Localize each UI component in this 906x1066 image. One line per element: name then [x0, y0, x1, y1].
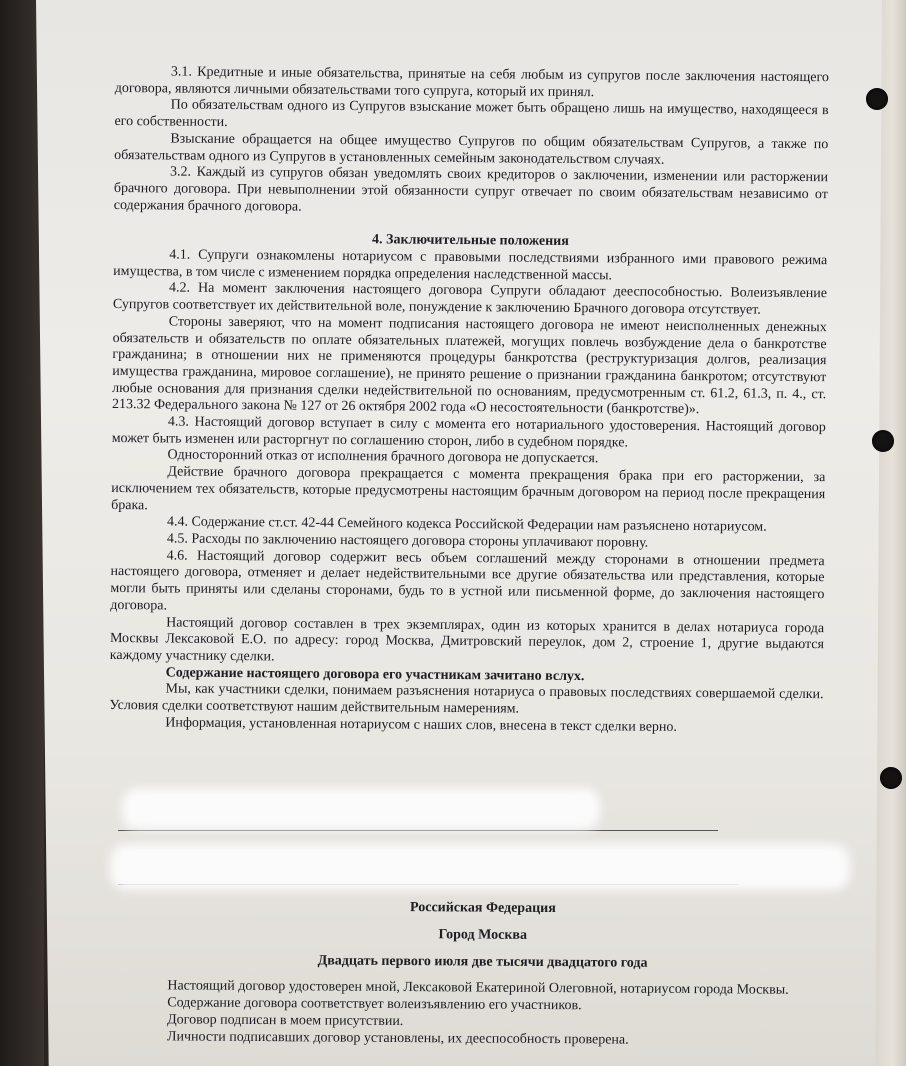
contract-paragraph: 4.6. Настоящий договор содержит весь объем соглашений между сторонами в отношении предмета настоящего договора, отменяет и делает недействительными все другие обязательства или представления, которые могли быть приняты или сделаны сторонами, будь то в устной или письменной форме, до заключения настоящего договора.	[110, 548, 825, 614]
contract-paragraph: 3.1. Кредитные и иные обязательства, принятые на себя любым из супругов после заключения настоящего договора, являются личными обязательствами того супруга, который их принял.	[114, 64, 829, 100]
contract-paragraph: 3.2. Каждый из супругов обязан уведомлять своих кредиторов о заключении, изменении или расторжении брачного договора. При невыполнении этой обязанности супруг отвечает по своим обязательствам независимо от содержания брачного договора.	[113, 164, 829, 215]
table-surface-left	[0, 0, 44, 1066]
contract-paragraph: 4.4. Содержание ст.ст. 42-44 Семейного кодекса Российской Федерации нам разъяснено нотариусом.	[166, 514, 767, 535]
contract-paragraph: Стороны заверяют, что на момент подписания настоящего договора не имеют неисполненных денежных обязательств и обязательств по оплате обязательных платежей, могущих повлечь возбуждение дела о банкротстве гражданина; в отношении них не применяются процедуры банкротства (реструктуризация долгов, реализация имущества гражданина, мировое соглашение), не принято решение о признании гражданина банкротом; отсутствуют любые основания для признания сделки недействительной по основаниям, предусмотренным ст. 61.2, 61.3, п. 4., ст. 213.32 Федерального закона № 127 от 26 октября 2002 года «О несостоятельности (банкротстве)».	[111, 314, 827, 418]
redaction-blur	[122, 788, 600, 830]
contract-paragraph: 4.1. Супруги ознакомлены нотариусом с правовыми последствиями избранного ими правового режима имущества, в том числе с изменением порядка определения наследственной массы.	[113, 247, 828, 284]
punch-hole	[866, 88, 888, 110]
contract-paragraph: Содержание настоящего договора его участникам зачитано вслух.	[165, 665, 585, 684]
contract-text	[109, 64, 829, 738]
contract-paragraph: Мы, как участники сделки, понимаем разъяснения нотариуса о правовых последствиях совершаемой сделки. Условия сделки соответствуют нашим действительным намерениям.	[109, 681, 824, 717]
cert-paragraph: Настоящий договор удостоверен мной, Лексаковой Екатериной Олеговной, нотариусом города Москвы.	[167, 978, 789, 999]
contract-paragraph: Настоящий договор составлен в трех экземплярах, один из которых хранится в делах нотариуса города Москвы Лексаковой Е.О. по адресу: город Москва, Дмитровский переулок, дом 2, строение 1, другие выдаются каждому участнику сделки.	[109, 614, 825, 665]
contract-paragraph: Действие брачного договора прекращается с момента прекращения брака при его расторжении, за исключением тех обязательств, которые предусмотрены настоящим брачным договором на период после прекращения брака.	[111, 464, 826, 513]
notary-certification	[111, 898, 854, 1051]
signature-area	[110, 780, 850, 900]
cert-paragraph: Личности подписавших договор установлены, их дееспособность проверена.	[166, 1029, 629, 1048]
contract-paragraph: Односторонний отказ от исполнения брачного договора не допускается.	[167, 447, 599, 467]
contract-paragraph: 4.2. На момент заключения настоящего договора Супруги обладают дееспособностью. Волеизъявление Супругов соответствует их действительной воле, понуждение к заключению Брачного договора отсутствует.	[112, 280, 828, 318]
section-heading: 4. Заключительные положения	[372, 232, 569, 250]
cert-paragraph: Содержание договора соответствует волеизъявлению его участников.	[167, 995, 582, 1014]
contract-paragraph: 4.5. Расходы по заключению настоящего договора стороны уплачивают поровну.	[166, 531, 649, 551]
contract-paragraph: По обязательствам одного из Супругов взыскание может быть обращено лишь на имущество, находящееся в его собственности.	[114, 97, 829, 131]
contract-paragraph: Информация, установленная нотариусом с наших слов, внесена в текст сделки верно.	[165, 715, 678, 735]
cert-paragraph: Договор подписан в моем присутствии.	[167, 1012, 404, 1030]
contract-paragraph: Взыскание обращается на общее имущество Супругов по общим обязательствам Супругов, а также по обязательствам одного из Супругов в установленных семейным законодательством случаях.	[114, 131, 829, 168]
contract-paragraph: 4.3. Настоящий договор вступает в силу с момента его нотариального удостоверения. Настоящий договор может быть изменен или расторгнут по соглашению сторон, либо в судебном порядке.	[111, 414, 826, 451]
signature-line	[118, 830, 718, 831]
redaction-blur	[110, 844, 850, 890]
country-heading: Российская Федерация	[410, 900, 556, 917]
date-heading: Двадцать первого июля две тысячи двадцатого года	[317, 953, 648, 971]
punch-hole	[880, 767, 902, 789]
punch-hole	[872, 430, 894, 452]
city-heading: Город Москва	[438, 927, 528, 943]
